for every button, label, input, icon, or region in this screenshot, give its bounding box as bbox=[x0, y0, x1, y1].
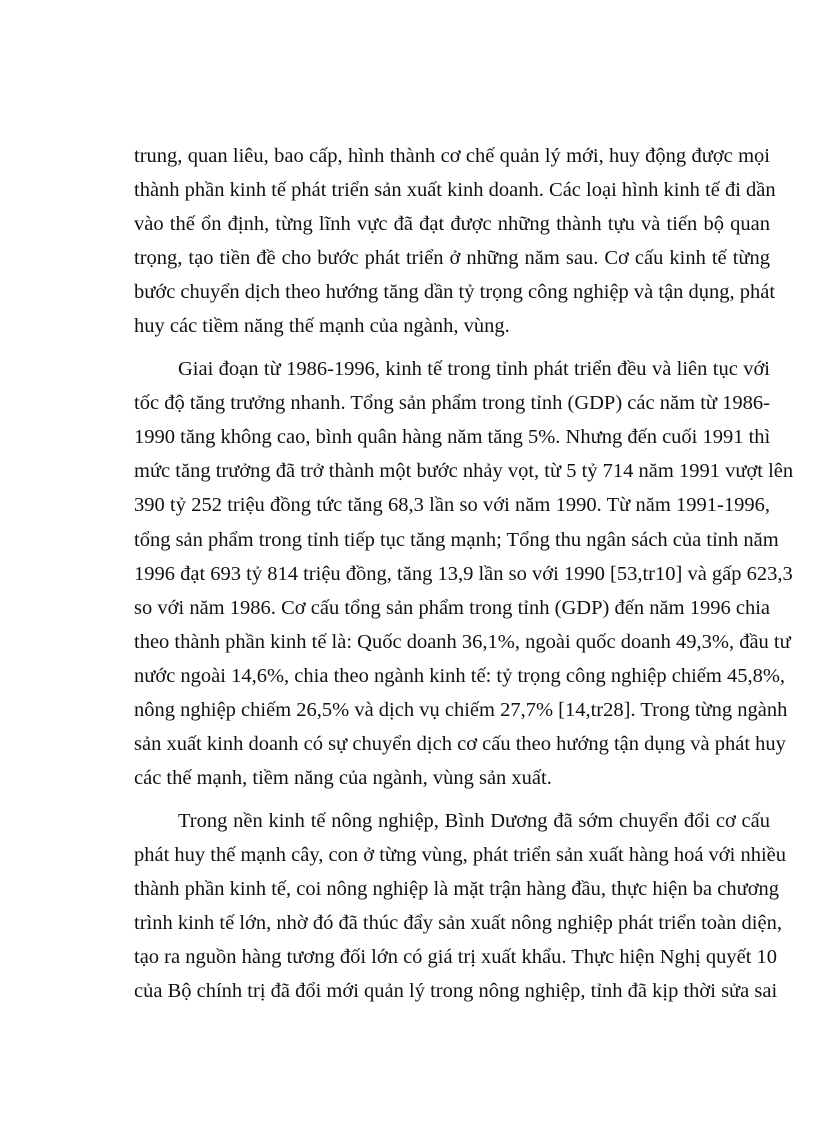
body-text bbox=[134, 139, 794, 1008]
text-line: bước chuyển dịch theo hướng tăng dần tỷ trọng công nghiệp và tận dụng, phát bbox=[134, 281, 776, 304]
text-line: tạo ra nguồn hàng tương đối lớn có giá trị xuất khẩu. Thực hiện Nghị quyết 10 bbox=[134, 946, 778, 969]
text-line: nước ngoài 14,6%, chia theo ngành kinh tế: tỷ trọng công nghiệp chiếm 45,8%, bbox=[134, 664, 786, 687]
text-line: nông nghiệp chiếm 26,5% và dịch vụ chiếm 27,7% [14,tr28]. Trong từng ngành bbox=[134, 698, 788, 721]
text-line: trọng, tạo tiền đề cho bước phát triển ở những năm sau. Cơ cấu kinh tế từng bbox=[134, 247, 770, 270]
paragraph-2 bbox=[134, 352, 794, 795]
text-line: phát huy thế mạnh cây, con ở từng vùng, phát triển sản xuất hàng hoá với nhiều bbox=[134, 843, 787, 866]
text-line: tổng sản phẩm trong tỉnh tiếp tục tăng mạnh; Tổng thu ngân sách của tỉnh năm bbox=[134, 528, 779, 551]
text-line: 390 tỷ 252 triệu đồng tức tăng 68,3 lần so với năm 1990. Từ năm 1991-1996, bbox=[134, 494, 770, 517]
text-line: trình kinh tế lớn, nhờ đó đã thúc đẩy sản xuất nông nghiệp phát triển toàn diện, bbox=[134, 912, 782, 935]
text-line: Giai đoạn từ 1986-1996, kinh tế trong tỉnh phát triển đều và liên tục với bbox=[178, 358, 770, 381]
text-line: so với năm 1986. Cơ cấu tổng sản phẩm trong tỉnh (GDP) đến năm 1996 chia bbox=[134, 596, 770, 619]
text-line: 1990 tăng không cao, bình quân hàng năm tăng 5%. Nhưng đến cuối 1991 thì bbox=[134, 426, 771, 449]
text-line: thành phần kinh tế phát triển sản xuất kinh doanh. Các loại hình kinh tế đi dần bbox=[134, 179, 776, 202]
paragraph-3 bbox=[134, 804, 787, 1008]
text-line: theo thành phần kinh tế là: Quốc doanh 36,1%, ngoài quốc doanh 49,3%, đầu tư bbox=[134, 630, 791, 653]
text-line: mức tăng trưởng đã trở thành một bước nhảy vọt, từ 5 tỷ 714 năm 1991 vượt lên bbox=[134, 460, 794, 483]
text-line: trung, quan liêu, bao cấp, hình thành cơ chế quản lý mới, huy động được mọi bbox=[134, 145, 770, 167]
paragraph-1 bbox=[134, 139, 776, 343]
text-line: thành phần kinh tế, coi nông nghiệp là mặt trận hàng đầu, thực hiện ba chương bbox=[134, 877, 780, 900]
text-line: huy các tiềm năng thế mạnh của ngành, vùng. bbox=[134, 315, 510, 338]
text-line: tốc độ tăng trưởng nhanh. Tổng sản phẩm trong tỉnh (GDP) các năm từ 1986- bbox=[134, 392, 770, 415]
text-line: sản xuất kinh doanh có sự chuyển dịch cơ cấu theo hướng tận dụng và phát huy bbox=[134, 732, 786, 755]
text-line: Trong nền kinh tế nông nghiệp, Bình Dương đã sớm chuyển đổi cơ cấu bbox=[178, 809, 770, 832]
text-line: của Bộ chính trị đã đổi mới quản lý trong nông nghiệp, tỉnh đã kịp thời sửa sai bbox=[134, 980, 778, 1003]
paragraph-spacer bbox=[134, 795, 770, 804]
text-line: vào thế ổn định, từng lĩnh vực đã đạt được những thành tựu và tiến bộ quan bbox=[134, 213, 770, 236]
text-line: các thế mạnh, tiềm năng của ngành, vùng sản xuất. bbox=[134, 766, 552, 789]
text-line: 1996 đạt 693 tỷ 814 triệu đồng, tăng 13,9 lần so với 1990 [53,tr10] và gấp 623,3 bbox=[134, 562, 793, 585]
paragraph-spacer bbox=[134, 343, 770, 352]
